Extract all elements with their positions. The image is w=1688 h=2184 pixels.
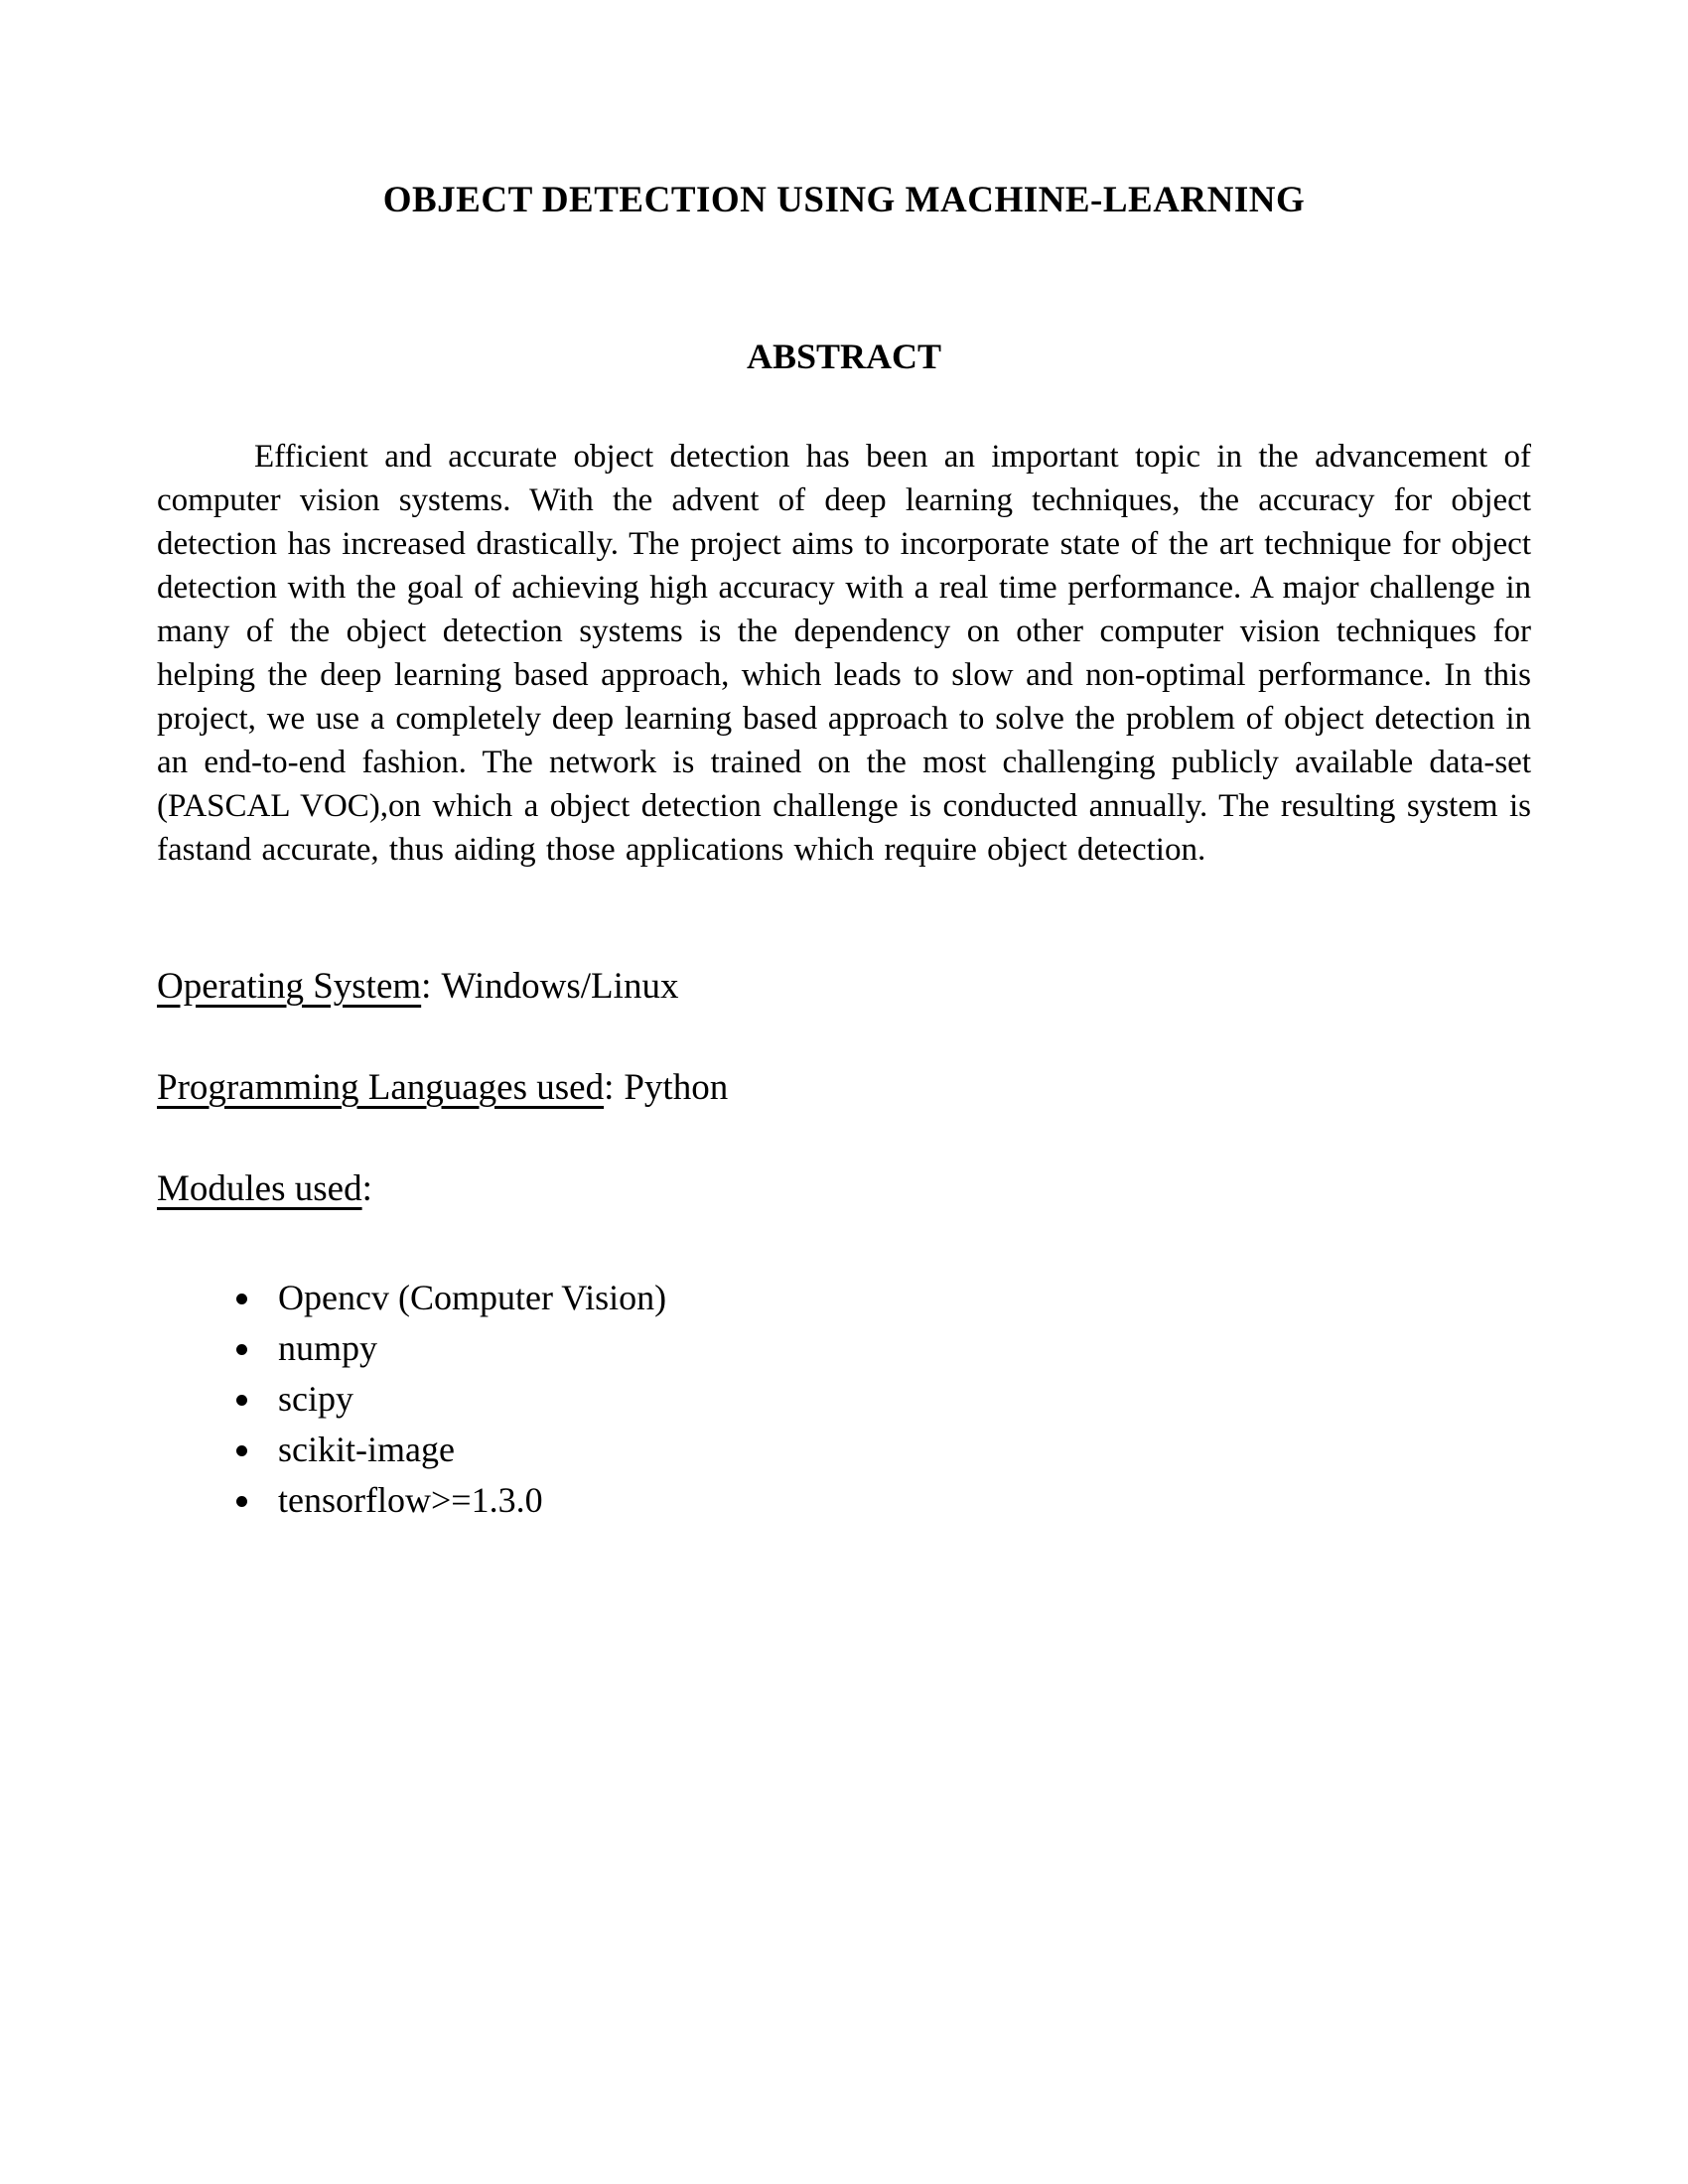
module-list-item: • tensorflow>=1.3.0 — [264, 1475, 1531, 1526]
field-label-modules-used: Modules used — [157, 1168, 362, 1209]
field-value-programming-languages: Python — [624, 1067, 729, 1108]
abstract-paragraph: Efficient and accurate object detection has been an important topic in the advancement of computer vision systems. With the advent of deep learning techniques, the accuracy for object detection has increased drastically. The project aims to incorporate state of the art technique for object detection with the goal of achieving high accuracy with a real time performance. A major challenge in many of the object detection systems is the dependency on other computer vision techniques for helping the deep learning based approach, which leads to slow and non-optimal performance. In this project, we use a completely deep learning based approach to solve the problem of object detection in an end-to-end fashion. The network is trained on the most challenging publicly available data-set (PASCAL VOC),on which a object detection challenge is conducted annually. The resulting system is fastand accurate, thus aiding those applications which require object detection. — [157, 439, 1531, 868]
module-list-item: • Opencv (Computer Vision) — [264, 1273, 1531, 1323]
field-value-operating-system: Windows/Linux — [441, 966, 679, 1007]
field-label-programming-languages: Programming Languages used — [157, 1067, 605, 1108]
field-operating-system — [157, 963, 1531, 1011]
module-list-item: • scipy — [264, 1374, 1531, 1425]
module-list-item: • numpy — [264, 1323, 1531, 1374]
field-colon: : — [421, 966, 432, 1007]
field-label-operating-system: Operating System — [157, 966, 422, 1007]
field-programming-languages — [157, 1064, 1531, 1112]
field-modules-used — [157, 1165, 1531, 1213]
document-title: OBJECT DETECTION USING MACHINE-LEARNING — [382, 180, 1306, 220]
modules-list — [157, 1273, 1531, 1526]
module-list-item: • scikit-image — [264, 1425, 1531, 1475]
field-colon: : — [361, 1168, 372, 1209]
field-colon: : — [604, 1067, 615, 1108]
abstract-heading: ABSTRACT — [746, 337, 942, 376]
